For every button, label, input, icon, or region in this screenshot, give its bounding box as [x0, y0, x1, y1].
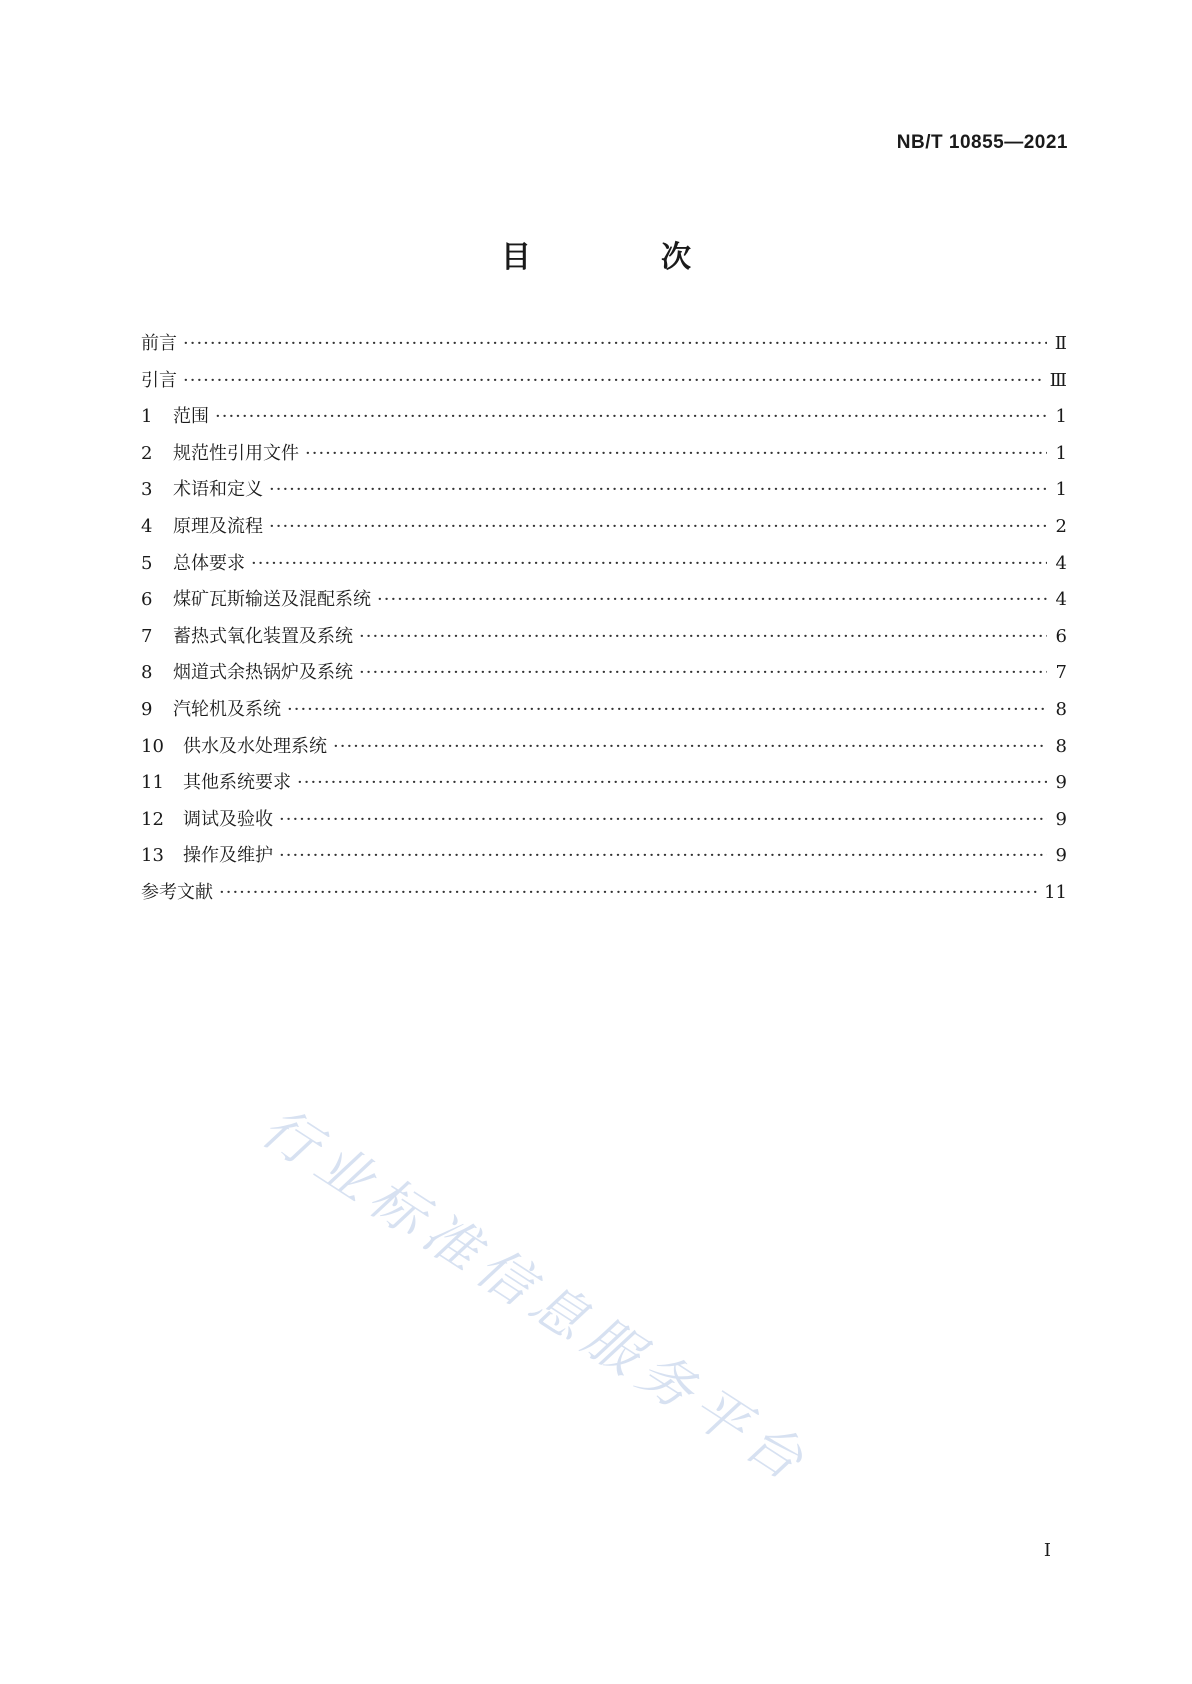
toc-entry-10[interactable]: [141, 732, 1067, 769]
table-of-contents: [141, 329, 1067, 915]
toc-entry-label: 范围: [173, 406, 209, 428]
toc-entry-number: 10: [141, 735, 164, 757]
toc-leader-dots: [287, 699, 1047, 720]
toc-entry-introduction[interactable]: [141, 366, 1067, 403]
watermark: 行业标准信息服务平台: [250, 1095, 822, 1497]
toc-entry-number: 3: [141, 479, 153, 501]
toc-entry-label: 引言: [141, 369, 177, 391]
toc-entry-8[interactable]: [141, 658, 1067, 695]
toc-leader-dots: [269, 516, 1047, 537]
toc-leader-dots: [279, 809, 1047, 830]
toc-entry-page: 4: [1055, 552, 1067, 574]
page-title: 目 次: [501, 240, 741, 275]
toc-entry-page: 1: [1055, 442, 1067, 464]
toc-entry-label: 汽轮机及系统: [173, 698, 281, 720]
toc-entry-13[interactable]: [141, 841, 1067, 878]
toc-entry-5[interactable]: [141, 549, 1067, 586]
toc-entry-7[interactable]: [141, 622, 1067, 659]
toc-leader-dots: [269, 479, 1047, 500]
toc-leader-dots: [359, 626, 1047, 647]
toc-entry-label: 其他系统要求: [183, 772, 291, 794]
toc-entry-label: 规范性引用文件: [173, 442, 299, 464]
toc-entry-page: Ⅱ: [1054, 333, 1067, 354]
toc-entry-label: 煤矿瓦斯输送及混配系统: [173, 589, 371, 611]
toc-entry-number: 12: [141, 808, 164, 830]
toc-entry-number: 5: [141, 552, 153, 574]
toc-entry-label: 蓄热式氧化装置及系统: [173, 625, 353, 647]
toc-entry-11[interactable]: [141, 768, 1067, 805]
toc-entry-label: 调试及验收: [183, 808, 273, 830]
toc-entry-page: 9: [1055, 772, 1067, 794]
toc-entry-number: 13: [141, 845, 164, 867]
toc-leader-dots: [359, 662, 1047, 683]
toc-entry-number: 9: [141, 698, 153, 720]
toc-leader-dots: [183, 333, 1047, 354]
toc-entry-2[interactable]: [141, 439, 1067, 476]
toc-leader-dots: [297, 772, 1047, 793]
toc-entry-number: 7: [141, 625, 153, 647]
toc-entry-page: 1: [1055, 479, 1067, 501]
toc-entry-number: 11: [141, 772, 164, 794]
toc-entry-page: 6: [1055, 625, 1067, 647]
toc-entry-1[interactable]: [141, 402, 1067, 439]
toc-entry-page: 4: [1055, 589, 1067, 611]
toc-leader-dots: [219, 882, 1038, 903]
toc-entry-label: 参考文献: [141, 881, 213, 903]
toc-entry-number: 4: [141, 515, 153, 537]
toc-entry-3[interactable]: [141, 475, 1067, 512]
toc-leader-dots: [333, 736, 1047, 757]
toc-entry-6[interactable]: [141, 585, 1067, 622]
toc-entry-page: Ⅲ: [1049, 369, 1067, 391]
toc-entry-number: 8: [141, 662, 153, 684]
toc-entry-page: 8: [1055, 698, 1067, 720]
toc-entry-4[interactable]: [141, 512, 1067, 549]
toc-entry-page: 8: [1055, 735, 1067, 757]
toc-entry-page: 2: [1055, 515, 1067, 537]
toc-entry-label: 烟道式余热锅炉及系统: [173, 662, 353, 684]
toc-leader-dots: [251, 553, 1047, 574]
toc-entry-label: 术语和定义: [173, 479, 263, 501]
toc-leader-dots: [215, 406, 1047, 427]
page-number: I: [1043, 1540, 1051, 1561]
toc-leader-dots: [279, 845, 1047, 866]
toc-leader-dots: [305, 443, 1047, 464]
standard-code: NB/T 10855—2021: [896, 132, 1068, 153]
toc-entry-label: 原理及流程: [173, 515, 263, 537]
toc-entry-label: 总体要求: [173, 552, 245, 574]
toc-entry-9[interactable]: [141, 695, 1067, 732]
toc-leader-dots: [377, 589, 1047, 610]
toc-entry-number: 2: [141, 442, 153, 464]
toc-entry-page: 11: [1044, 881, 1067, 903]
toc-leader-dots: [183, 370, 1044, 391]
toc-entry-label: 操作及维护: [183, 845, 273, 867]
toc-entry-label: 供水及水处理系统: [183, 735, 327, 757]
toc-entry-number: 1: [141, 406, 153, 428]
toc-entry-page: 7: [1055, 662, 1067, 684]
toc-entry-page: 1: [1055, 406, 1067, 428]
toc-entry-12[interactable]: [141, 805, 1067, 842]
toc-entry-bibliography[interactable]: [141, 878, 1067, 915]
toc-entry-number: 6: [141, 589, 153, 611]
toc-entry-label: 前言: [141, 333, 177, 354]
toc-entry-foreword[interactable]: [141, 329, 1067, 366]
toc-entry-page: 9: [1055, 808, 1067, 830]
toc-entry-page: 9: [1055, 845, 1067, 867]
